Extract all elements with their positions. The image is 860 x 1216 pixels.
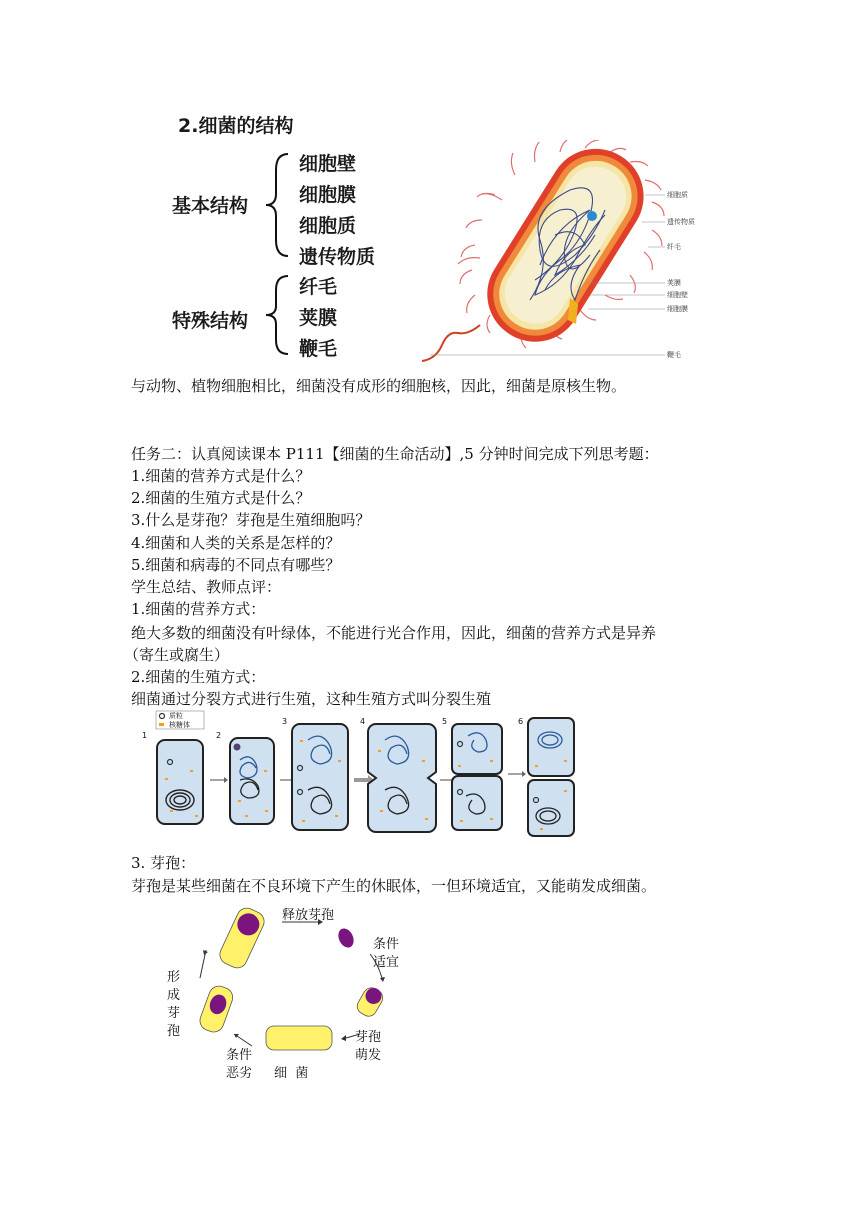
question-5: 5.细菌和病毒的不同点有哪些？	[131, 556, 341, 574]
reproduction-title: 2.细菌的生殖方式：	[131, 668, 266, 686]
label-adverse-1: 条件	[226, 1048, 253, 1063]
legend-ribosome: 核糖体	[169, 721, 190, 729]
question-1: 1.细菌的营养方式是什么？	[131, 467, 311, 485]
step-5-number: 5	[442, 717, 448, 726]
step-6-number: 6	[518, 717, 524, 726]
spore-title: 3. 芽孢：	[131, 854, 196, 872]
basic-item-cell-wall: 细胞壁	[299, 153, 357, 175]
question-2: 2.细菌的生殖方式是什么？	[131, 489, 311, 507]
step-4-number: 4	[360, 717, 366, 726]
diagram-label-cell-membrane: 细胞膜	[667, 305, 688, 313]
label-form-3: 芽	[167, 1006, 181, 1021]
label-germinate-2: 萌发	[355, 1048, 382, 1063]
label-adverse-2: 恶劣	[226, 1066, 253, 1081]
step-2-number: 2	[216, 731, 222, 740]
legend-plasmid: 质粒	[169, 712, 183, 720]
special-item-pili: 纤毛	[299, 276, 338, 298]
label-form-2: 成	[167, 988, 181, 1003]
special-structure-label: 特殊结构	[172, 310, 249, 332]
diagram-label-genetic: 遗传物质	[667, 218, 695, 226]
basic-structure-label: 基本结构	[172, 195, 249, 217]
diagram-label-flagellum: 鞭毛	[667, 351, 681, 359]
label-favorable-2: 适宜	[373, 955, 400, 970]
question-3: 3.什么是芽孢？芽孢是生殖细胞吗？	[131, 511, 371, 529]
step-3-number: 3	[282, 717, 288, 726]
structure-heading: 2.细菌的结构	[178, 115, 294, 137]
step-1-number: 1	[142, 731, 148, 740]
task2-intro: 任务二：认真阅读课本 P111【细菌的生命活动】,5 分钟时间完成下列思考题：	[131, 445, 659, 463]
nutrition-text-2: （寄生或腐生）	[124, 646, 230, 664]
summary-heading: 学生总结、教师点评：	[131, 578, 282, 596]
label-bacterium: 细 菌	[274, 1066, 309, 1081]
basic-brace	[262, 150, 292, 260]
label-form-1: 形	[167, 970, 181, 985]
special-brace	[262, 272, 292, 358]
binary-fission-diagram	[140, 710, 580, 840]
basic-item-cytoplasm: 细胞质	[299, 215, 357, 237]
special-item-flagellum: 鞭毛	[299, 338, 338, 360]
nutrition-title: 1.细菌的营养方式：	[131, 600, 266, 618]
special-item-capsule: 荚膜	[299, 307, 338, 329]
diagram-label-cell-wall: 细胞壁	[667, 291, 688, 299]
label-release-spore: 释放芽孢	[282, 908, 335, 923]
basic-item-cell-membrane: 细胞膜	[299, 184, 357, 206]
basic-item-genetic-material: 遗传物质	[299, 246, 376, 268]
question-4: 4.细菌和人类的关系是怎样的？	[131, 534, 341, 552]
label-germinate-1: 芽孢	[355, 1030, 382, 1045]
diagram-label-pili: 纤毛	[667, 243, 681, 251]
reproduction-text: 细菌通过分裂方式进行生殖，这种生殖方式叫分裂生殖	[131, 690, 492, 708]
spore-text: 芽孢是某些细菌在不良环境下产生的休眠体，一但环境适宜，又能萌发成细菌。	[131, 877, 657, 895]
diagram-label-cytoplasm: 细胞质	[667, 191, 688, 199]
label-favorable-1: 条件	[373, 937, 400, 952]
label-form-4: 孢	[167, 1024, 181, 1039]
bacterium-diagram	[420, 140, 710, 372]
nutrition-text-1: 绝大多数的细菌没有叶绿体，不能进行光合作用，因此，细菌的营养方式是异养	[131, 624, 657, 642]
diagram-label-capsule: 荚膜	[667, 279, 681, 287]
prokaryote-paragraph: 与动物、植物细胞相比，细菌没有成形的细胞核，因此，细菌是原核生物。	[131, 377, 627, 395]
